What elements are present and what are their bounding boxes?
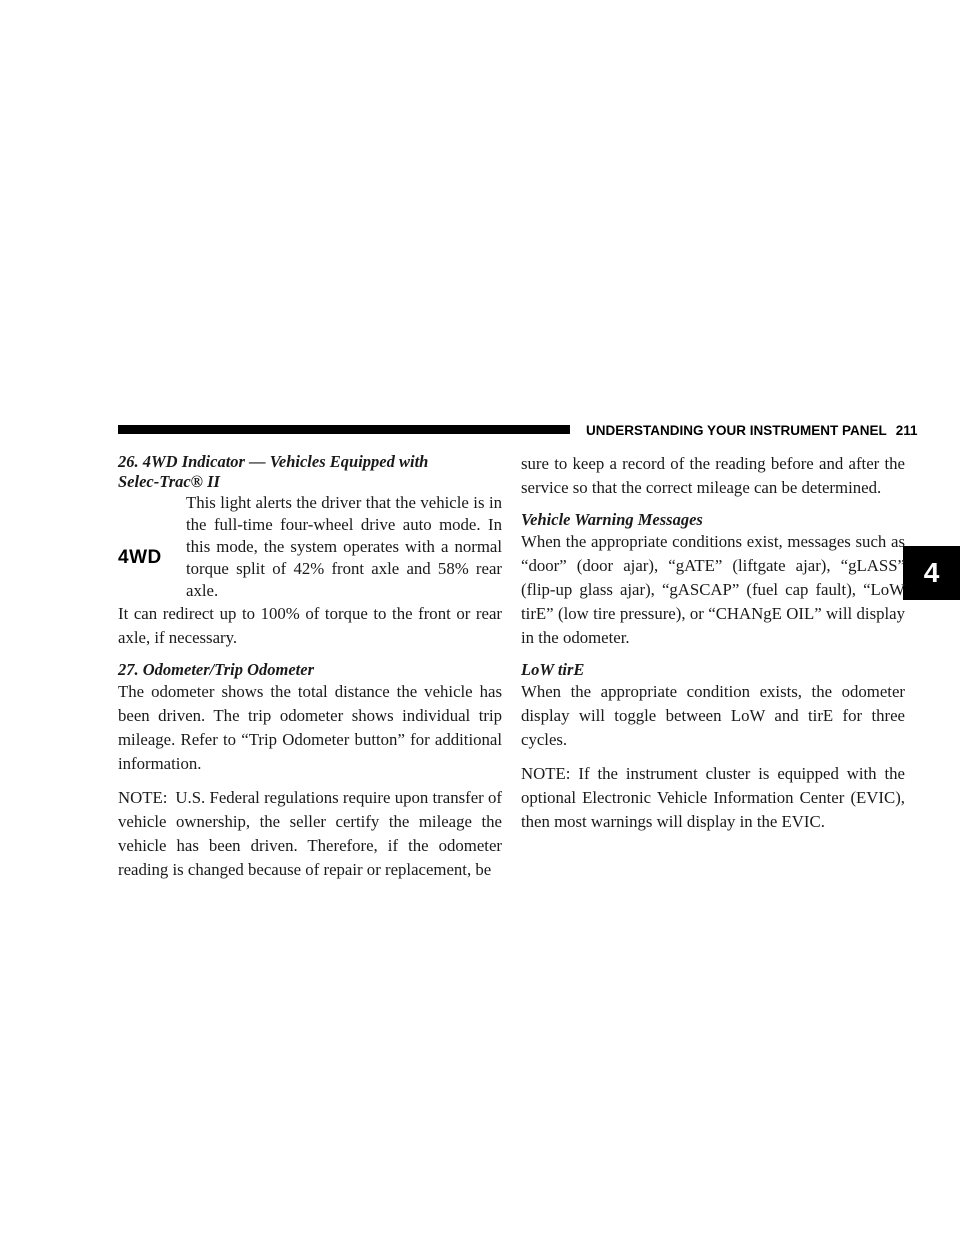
header-title: UNDERSTANDING YOUR INSTRUMENT PANEL xyxy=(586,422,887,438)
indicator-description xyxy=(186,492,502,602)
note-label: NOTE: xyxy=(521,764,571,783)
section-27-text: The odometer shows the total distance the vehicle has been driven. The trip odometer shows individual trip mileage. Refer to “Trip Odometer button” for additional information. xyxy=(118,682,502,773)
right-column xyxy=(521,452,905,834)
header-rule xyxy=(118,425,570,434)
running-header xyxy=(586,420,918,440)
chapter-tab: 4 xyxy=(903,546,960,600)
left-column xyxy=(118,452,502,882)
warning-messages-heading: Vehicle Warning Messages xyxy=(521,510,703,529)
4wd-indicator-icon: 4WD xyxy=(118,547,162,568)
note-text: If the instrument cluster is equipped with the optional Electronic Vehicle Information Center (EVIC), then most warnings will display in the EVIC. xyxy=(521,764,905,831)
continued-text: sure to keep a record of the reading before and after the service so that the correct mileage can be determined. xyxy=(521,454,905,497)
low-tire-heading: LoW tirE xyxy=(521,660,585,679)
indicator-description-text: This light alerts the driver that the vehicle is in the full-time four-wheel drive auto mode. In this mode, the system operates with a normal torque split of 42% front axle and 58% rear axle. xyxy=(186,493,502,600)
section-26-heading-line2: Selec-Trac® II xyxy=(118,472,220,491)
section-26-heading xyxy=(118,452,502,492)
note-text: U.S. Federal regulations require upon transfer of vehicle ownership, the seller certify the mileage the vehicle has been driven. Therefore, if the odometer reading is changed because of repair or replacement, be xyxy=(118,788,502,879)
note-label: NOTE: xyxy=(118,788,168,807)
low-tire-text: When the appropriate condition exists, the odometer display will toggle between LoW and tirE for three cycles. xyxy=(521,682,905,749)
page-number: 211 xyxy=(895,422,918,438)
section-26-heading-line1: 26. 4WD Indicator — Vehicles Equipped with xyxy=(118,452,429,471)
indicator-block xyxy=(118,492,502,602)
warning-messages-text: When the appropriate conditions exist, messages such as “door” (door ajar), “gATE” (liftgate ajar), “gLASS” (flip-up glass ajar), “gASCAP” (fuel cap fault), “LoW tirE” (low tire pressure), or “CHANgE OIL” will display in the odometer. xyxy=(521,532,905,647)
section-26-text: It can redirect up to 100% of torque to the front or rear axle, if necessary. xyxy=(118,604,502,647)
evic-note xyxy=(521,762,905,834)
odometer-note xyxy=(118,786,502,882)
section-27-heading: 27. Odometer/Trip Odometer xyxy=(118,660,314,679)
